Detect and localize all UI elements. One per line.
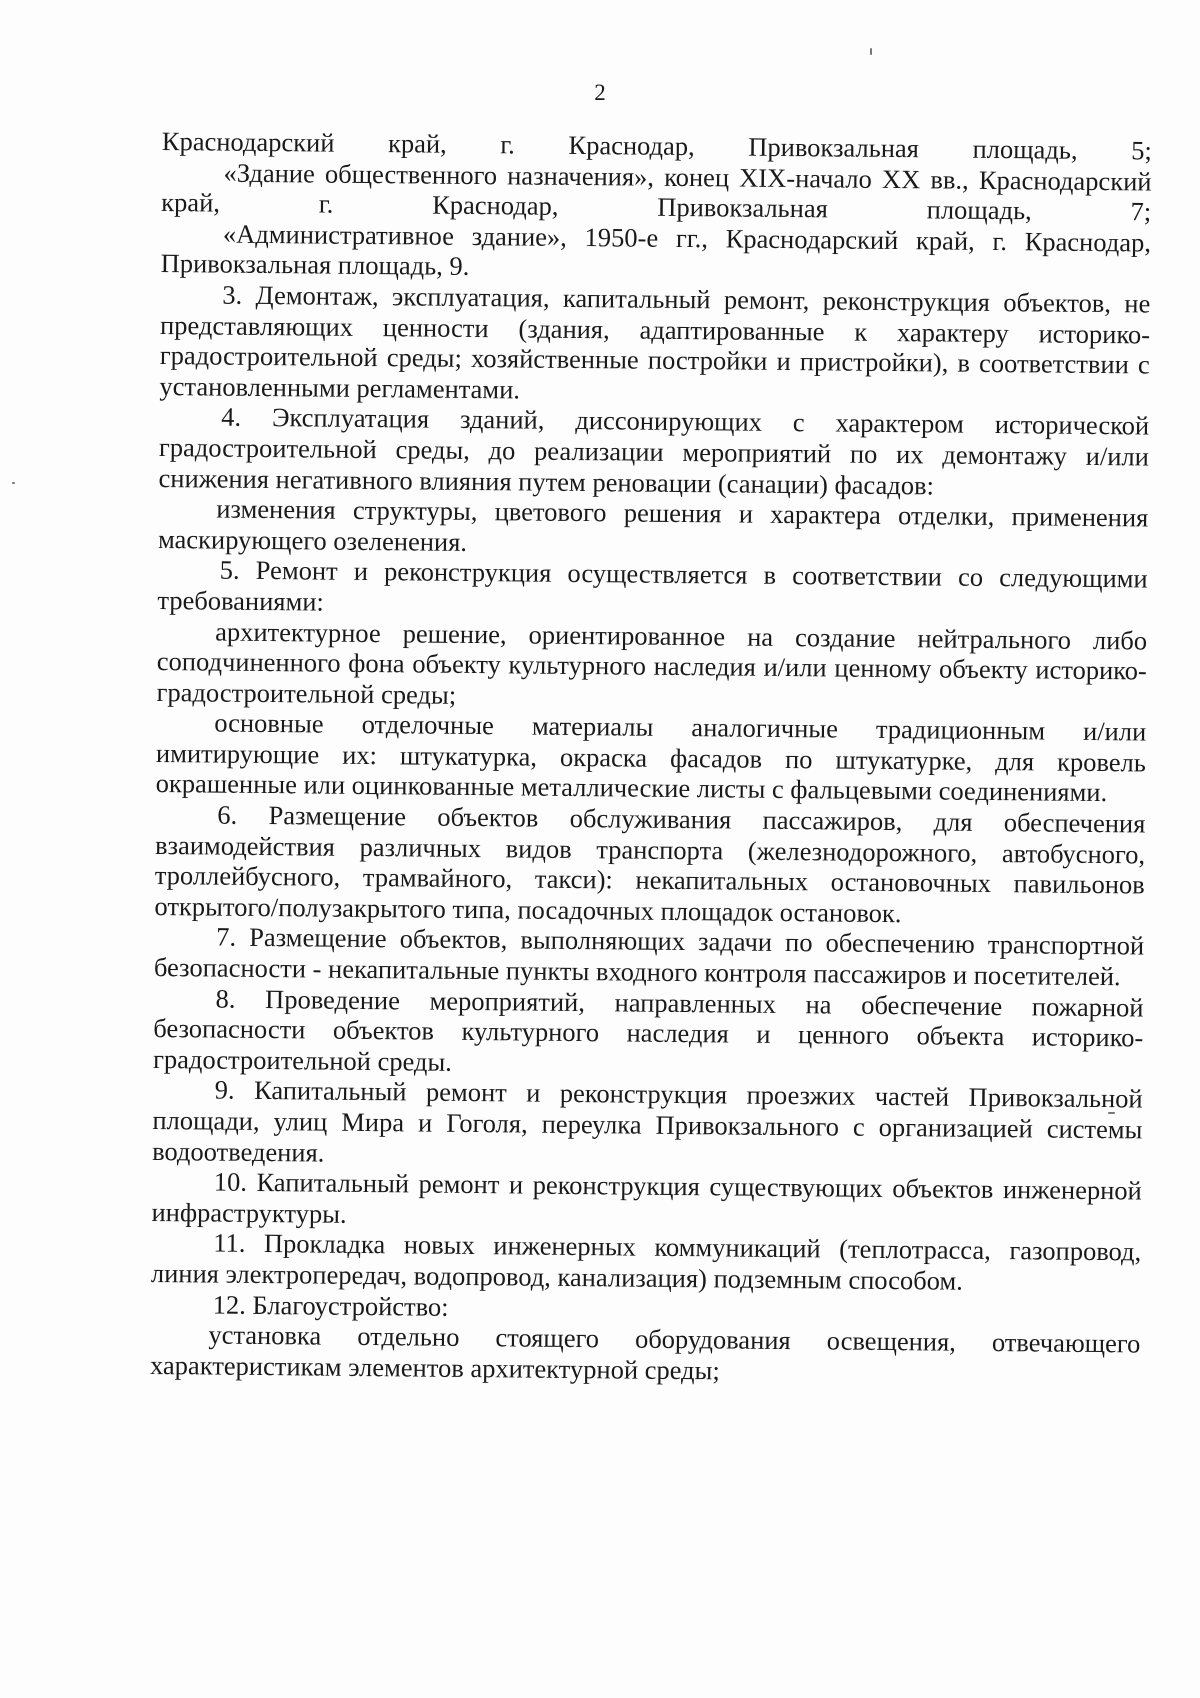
paragraph-admin-building-9: «Административное здание», 1950-е гг., Краснодарский край, г. Краснодар, Привокзальная площадь, 9.: [160, 218, 1152, 282]
scan-speck-left: [12, 482, 15, 484]
paragraph-lighting-equipment: установка отдельно стоящего оборудования освещения, отвечающего характеристикам элементов архитектурной среды;: [149, 1319, 1141, 1386]
paragraph-architectural-solution: архитектурное решение, ориентированное на создание нейтрального либо соподчиненного фона объекту культурного наследия и/или ценному объекту историко-градостроительной среды;: [156, 616, 1148, 710]
paragraph-building-7: «Здание общественного назначения», конец XIX-начало XX вв., Краснодарский край, г. Краснодар, Привокзальная площадь, 7;: [161, 157, 1152, 227]
document-body: [150, 126, 1152, 1390]
page-number: 2: [594, 80, 606, 105]
paragraph-item-12: 12. Благоустройство:: [212, 1289, 449, 1322]
paragraph-facade-changes: изменения структуры, цветового решения и характера отделки, применения маскирующего озеленения.: [157, 493, 1149, 557]
paragraph-item-3: 3. Демонтаж, эксплуатация, капитальный ремонт, реконструкция объектов, не представляющих ценности (здания, адаптированные к характеру историко-градостроительной среды; хозяйственные постройки и пристройки), в соответствии с установленными регламентами.: [159, 279, 1151, 405]
paragraph-item-10: 10. Капитальный ремонт и реконструкция существующих объектов инженерной инфраструктуры.: [151, 1166, 1142, 1229]
paragraph-item-11: 11. Прокладка новых инженерных коммуникаций (теплотрасса, газопровод, линия электропередач, водопровод, канализация) подземным способом.: [150, 1227, 1142, 1296]
paragraph-address-5: Краснодарский край, г. Краснодар, Привокзальная площадь, 5;: [161, 126, 1152, 166]
paragraph-finishing-materials: основные отделочные материалы аналогичные традиционным и/или имитирующие их: штукатурка, окраска фасадов по штукатурке, для кровель окрашенные или оцинкованные металлические листы с фальцевыми соединениями.: [155, 707, 1147, 808]
paragraph-item-5: 5. Ремонт и реконструкция осуществляется в соответствии со следующими требованиями:: [157, 554, 1148, 617]
scan-speck-top: [870, 48, 872, 55]
paragraph-item-8: 8. Проведение мероприятий, направленных на обеспечение пожарной безопасности объектов культурного наследия и ценного объекта историко-градостроительной среды.: [152, 983, 1144, 1077]
paragraph-item-7: 7. Размещение объектов, выполняющих задачи по обеспечению транспортной безопасности - некапитальные пункты входного контроля пассажиров и посетителей.: [153, 921, 1145, 992]
paragraph-item-9: 9. Капитальный ремонт и реконструкция проезжих частей Привокзальной площади, улиц Мира и Гоголя, переулка Привокзального с организацией системы водоотведения.: [152, 1074, 1143, 1168]
paragraph-item-4: 4. Эксплуатация зданий, диссонирующих с характером исторической градостроительной среды, до реализации мероприятий по их демонтажу и/или снижения негативного влияния путем реновации (санации) фасадов:: [158, 401, 1150, 500]
paragraph-item-6: 6. Размещение объектов обслуживания пассажиров, для обеспечения взаимодействия различных видов транспорта (железнодорожного, автобусного, троллейбусного, трамвайного, такси): некапитальных остановочных павильонов открытого/полузакрытого типа, посадочных площадок остановок.: [154, 799, 1146, 928]
